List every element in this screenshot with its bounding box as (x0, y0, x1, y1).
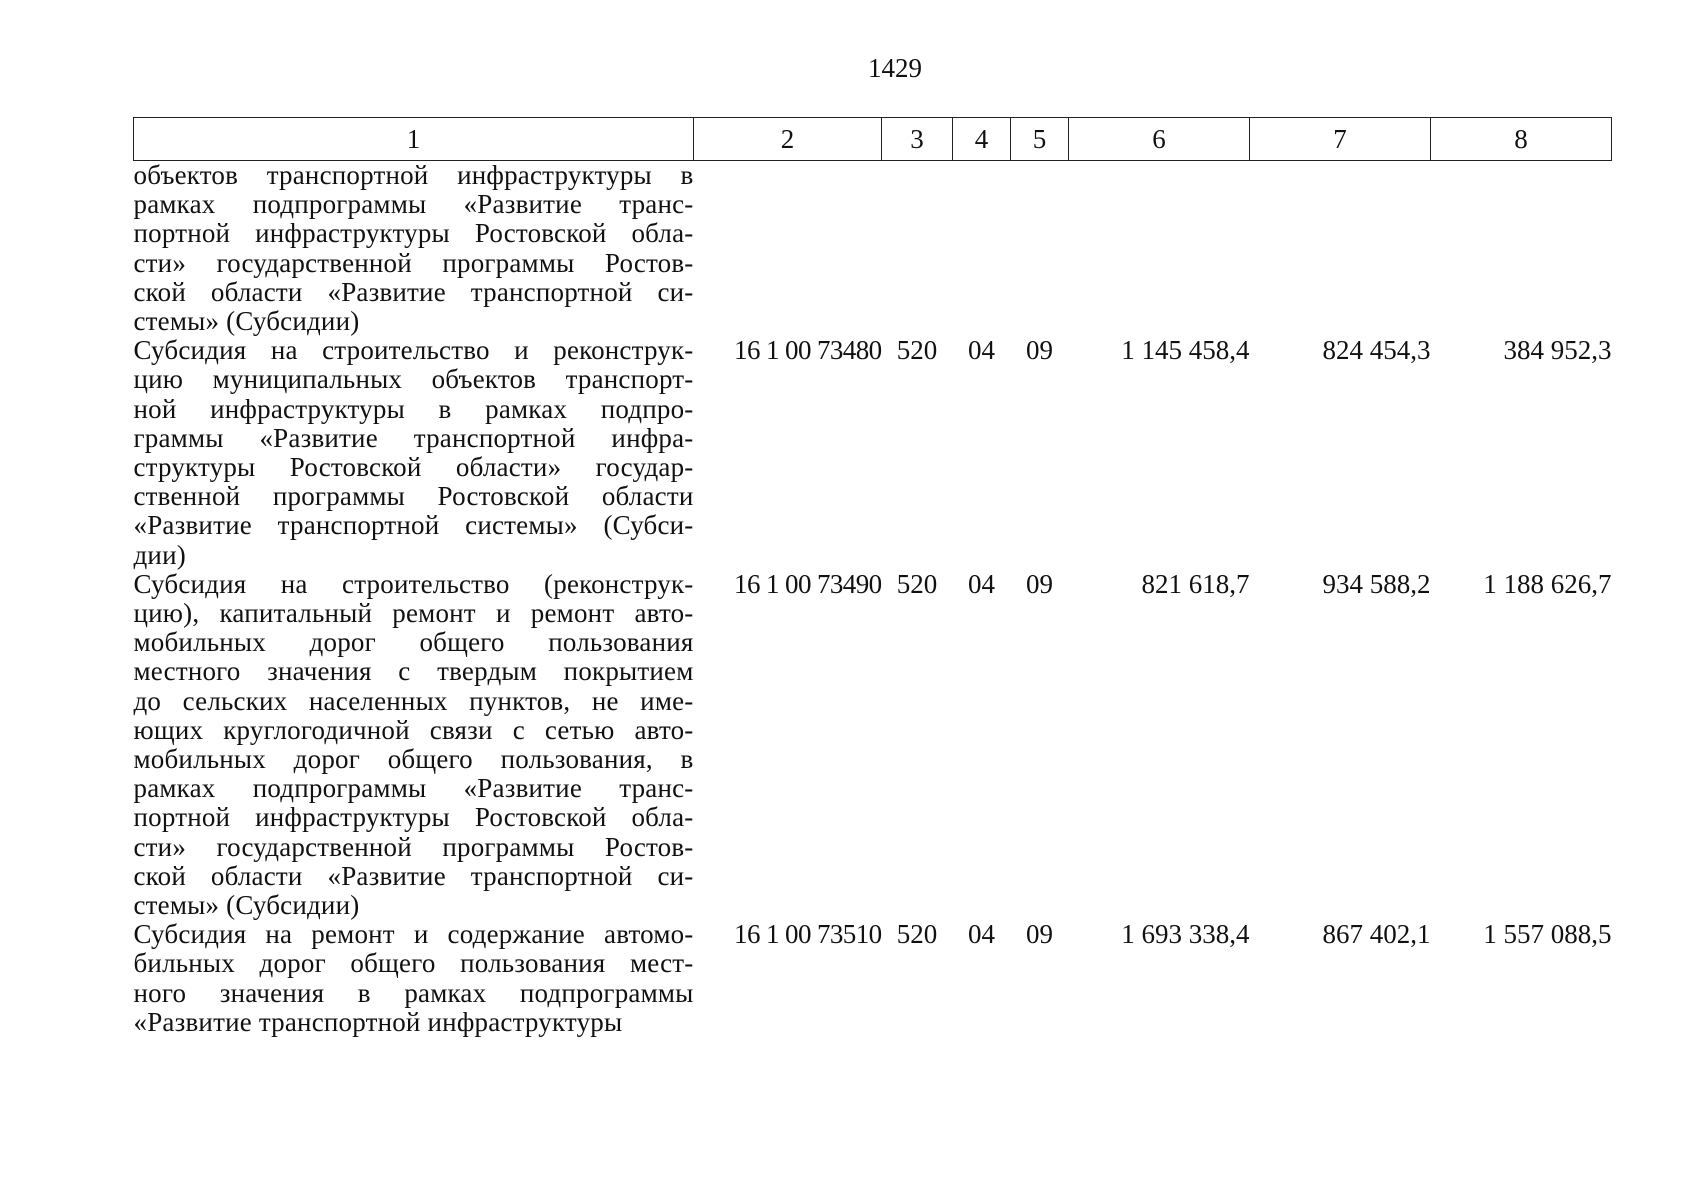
description-line: дии) (133, 539, 186, 570)
amount-year1-cell: 1 145 458,4 (1121, 335, 1250, 366)
description-cell (134, 920, 694, 1037)
expense-type-cell: 520 (896, 568, 938, 599)
table-row (134, 336, 1612, 570)
description-cell (134, 570, 694, 920)
description-line: цию), капитальный ремонт и ремонт авто- (133, 598, 694, 629)
target-code-cell: 16 1 00 73490 (734, 568, 882, 599)
amount-year1-cell (1069, 161, 1250, 337)
amount-year2-cell: 934 588,2 (1322, 568, 1431, 599)
target-code-cell: 16 1 00 73480 (734, 335, 882, 366)
header-row (134, 118, 1612, 161)
table-header (134, 118, 1612, 161)
description-line: местного значения с твердым покрытием (133, 656, 694, 687)
section-cell: 04 (968, 335, 995, 366)
description-line: сти» государственной программы Ростов- (133, 247, 694, 278)
expense-type-cell: 520 (896, 335, 938, 366)
description-line: сти» государственной программы Ростов- (133, 831, 694, 862)
expense-type-cell (882, 161, 953, 337)
column-header-7: 7 (1250, 118, 1431, 161)
amount-year2-cell: 867 402,1 (1322, 919, 1431, 950)
amount-year1-cell: 1 693 338,4 (1121, 919, 1250, 950)
description-line: Субсидия на ремонт и содержание автомо- (133, 919, 694, 950)
description-line: стемы» (Субсидии) (133, 306, 360, 337)
page-number: 1429 (868, 53, 922, 83)
amount-year2-cell: 824 454,3 (1322, 335, 1431, 366)
column-header-8: 8 (1431, 118, 1612, 161)
description-line: бильных дорог общего пользования мест- (133, 948, 694, 979)
column-header-6: 6 (1069, 118, 1250, 161)
column-header-3: 3 (882, 118, 953, 161)
description-line: Субсидия на строительство и реконструк- (133, 335, 694, 366)
description-line: стемы» (Субсидии) (133, 890, 360, 921)
amount-year3-cell: 1 188 626,7 (1483, 568, 1612, 599)
column-header-1: 1 (134, 118, 694, 161)
subsection-cell: 09 (1026, 335, 1053, 366)
description-line: рамках подпрограммы «Развитие транс- (133, 773, 694, 804)
amount-year3-cell: 384 952,3 (1503, 335, 1612, 366)
description-line: ющих круглогодичной связи с сетью авто- (133, 714, 694, 745)
description-line: граммы «Развитие транспортной инфра- (133, 422, 694, 453)
description-line: «Развитие транспортной системы» (Субси- (133, 510, 694, 541)
amount-year1-cell: 821 618,7 (1141, 568, 1250, 599)
description-line: ской области «Развитие транспортной си- (133, 860, 694, 891)
target-code-cell (694, 161, 882, 337)
description-line: портной инфраструктуры Ростовской обла- (133, 218, 694, 249)
description-line: рамках подпрограммы «Развитие транс- (133, 189, 694, 220)
amount-year2-cell (1250, 161, 1431, 337)
table-row (134, 161, 1612, 337)
subsection-cell (1011, 161, 1069, 337)
description-line: до сельских населенных пунктов, не име- (133, 685, 694, 716)
description-line: мобильных дорог общего пользования (133, 627, 694, 658)
description-line: ской области «Развитие транспортной си- (133, 276, 694, 307)
amount-year3-cell: 1 557 088,5 (1483, 919, 1612, 950)
subsection-cell: 09 (1026, 568, 1053, 599)
section-cell: 04 (968, 919, 995, 950)
description-line: структуры Ростовской области» государ- (133, 452, 694, 483)
table-row (134, 920, 1612, 1037)
description-cell (134, 336, 694, 570)
column-header-5: 5 (1011, 118, 1069, 161)
section-cell: 04 (968, 568, 995, 599)
table-body (134, 161, 1612, 1038)
description-cell (134, 161, 694, 337)
description-line: мобильных дорог общего пользования, в (133, 744, 694, 775)
column-header-4: 4 (953, 118, 1011, 161)
description-line: ственной программы Ростовской области (133, 481, 694, 512)
description-line: ного значения в рамках подпрограммы (133, 977, 694, 1008)
description-line: ной инфраструктуры в рамках подпро- (133, 393, 694, 424)
budget-table (133, 117, 1612, 1037)
expense-type-cell: 520 (896, 919, 938, 950)
amount-year3-cell (1431, 161, 1612, 337)
target-code-cell: 16 1 00 73510 (734, 919, 882, 950)
description-line: объектов транспортной инфраструктуры в (133, 160, 694, 190)
description-line: Субсидия на строительство (реконструк- (133, 568, 694, 599)
description-line: «Развитие транспортной инфраструктуры (133, 1006, 623, 1037)
description-line: цию муниципальных объектов транспорт- (133, 364, 694, 395)
subsection-cell: 09 (1026, 919, 1053, 950)
table-row (134, 570, 1612, 920)
section-cell (953, 161, 1011, 337)
column-header-2: 2 (694, 118, 882, 161)
description-line: портной инфраструктуры Ростовской обла- (133, 802, 694, 833)
